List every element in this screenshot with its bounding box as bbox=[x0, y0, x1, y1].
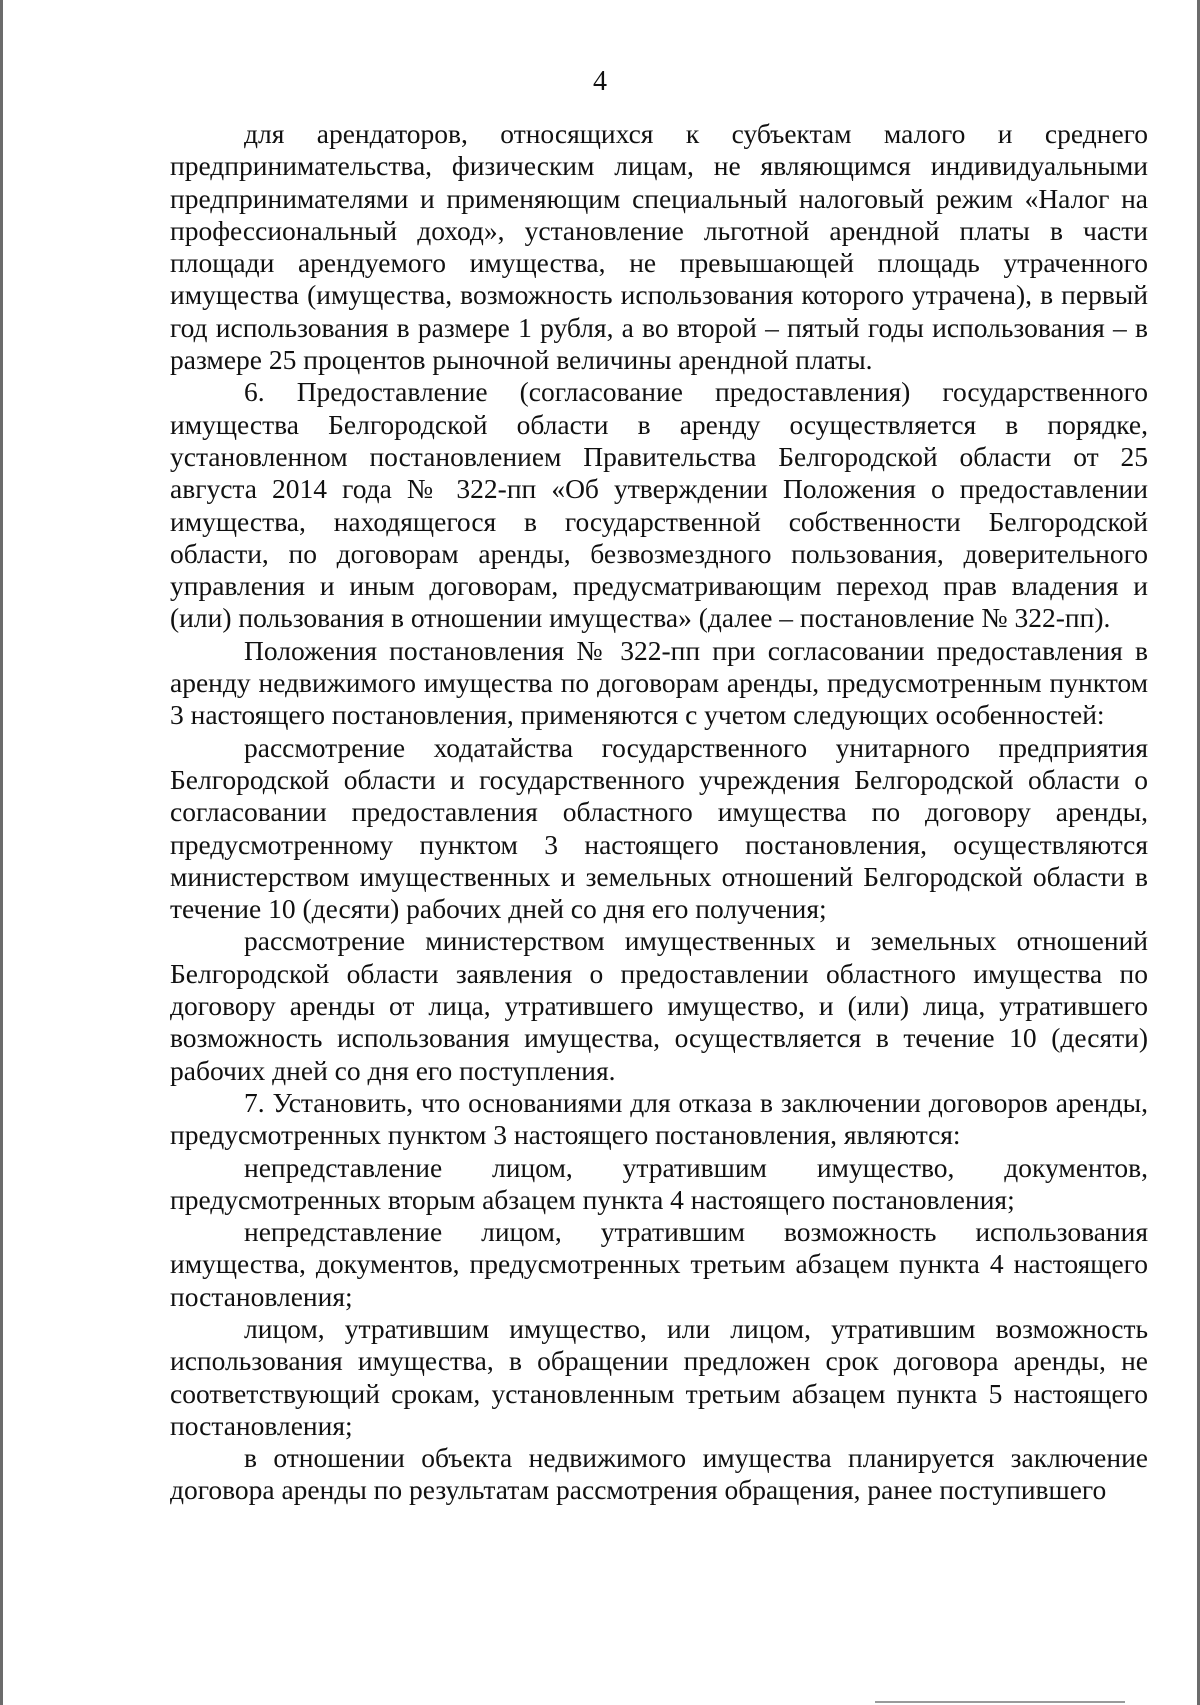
paragraph-resolution-provisions: Положения постановления № 322-пп при согласовании предоставления в аренду недвижимого имущества по договорам аренды, предусмотренным пунктом 3 настоящего постановления, применяются с учетом следующих особенностей: bbox=[170, 634, 1148, 731]
paragraph-application-review: рассмотрение министерством имущественных и земельных отношений Белгородской области заявления о предоставлении областного имущества по договору аренды от лица, утратившего имущество, и (или) лица, утратившего возможность использования имущества, осуществляется в течение 10 (десяти) рабочих дней со дня его поступления. bbox=[170, 925, 1148, 1086]
paragraph-refusal-ground-2: непредставление лицом, утратившим возможность использования имущества, документов, предусмотренных третьим абзацем пункта 4 настоящего постановления; bbox=[170, 1216, 1148, 1312]
paragraph-refusal-ground-4: в отношении объекта недвижимого имущества планируется заключение договора аренды по результатам рассмотрения обращения, ранее поступившего bbox=[170, 1442, 1148, 1506]
paragraph-petition-review: рассмотрение ходатайства государственного унитарного предприятия Белгородской области и государственного учреждения Белгородской области о согласовании предоставления областного имущества по договору аренды, предусмотренному пунктом 3 настоящего постановления, осуществляются министерством имущественных и земельных отношений Белгородской области в течение 10 (десяти) рабочих дней со дня его получения; bbox=[170, 731, 1148, 925]
document-body bbox=[170, 118, 1148, 1507]
paragraph-lease-benefits: для арендаторов, относящихся к субъектам малого и среднего предпринимательства, физическим лицам, не являющимся индивидуальными предпринимателями и применяющим специальный налоговый режим «Налог на профессиональный доход», установление льготной арендной платы в части площади арендуемого имущества, не превышающей площадь утраченного имущества (имущества, возможность использования которого утрачена), в первый год использования в размере 1 рубля, а во второй – пятый годы использования – в размере 25 процентов рыночной величины арендной платы. bbox=[170, 118, 1148, 376]
paragraph-refusal-ground-1: непредставление лицом, утратившим имущество, документов, предусмотренных вторым абзацем пункта 4 настоящего постановления; bbox=[170, 1151, 1148, 1215]
footer-scan-line bbox=[875, 1701, 1125, 1703]
page-number: 4 bbox=[593, 66, 607, 97]
paragraph-item-6: 6. Предоставление (согласование предоставления) государственного имущества Белгородской области в аренду осуществляется в порядке, установленном постановлением Правительства Белгородской области от 25 августа 2014 года № 322-пп «Об утверждении Положения о предоставлении имущества, находящегося в государственной собственности Белгородской области, по договорам аренды, безвозмездного пользования, доверительного управления и иным договорам, предусматривающим переход прав владения и (или) пользования в отношении имущества» (далее – постановление № 322-пп). bbox=[170, 376, 1148, 634]
scan-edge-left bbox=[0, 0, 3, 1705]
paragraph-item-7: 7. Установить, что основаниями для отказа в заключении договоров аренды, предусмотренных пунктом 3 настоящего постановления, являются: bbox=[170, 1086, 1148, 1151]
paragraph-refusal-ground-3: лицом, утратившим имущество, или лицом, утратившим возможность использования имущества, в обращении предложен срок договора аренды, не соответствующий срокам, установленным третьим абзацем пункта 5 настоящего постановления; bbox=[170, 1312, 1148, 1441]
